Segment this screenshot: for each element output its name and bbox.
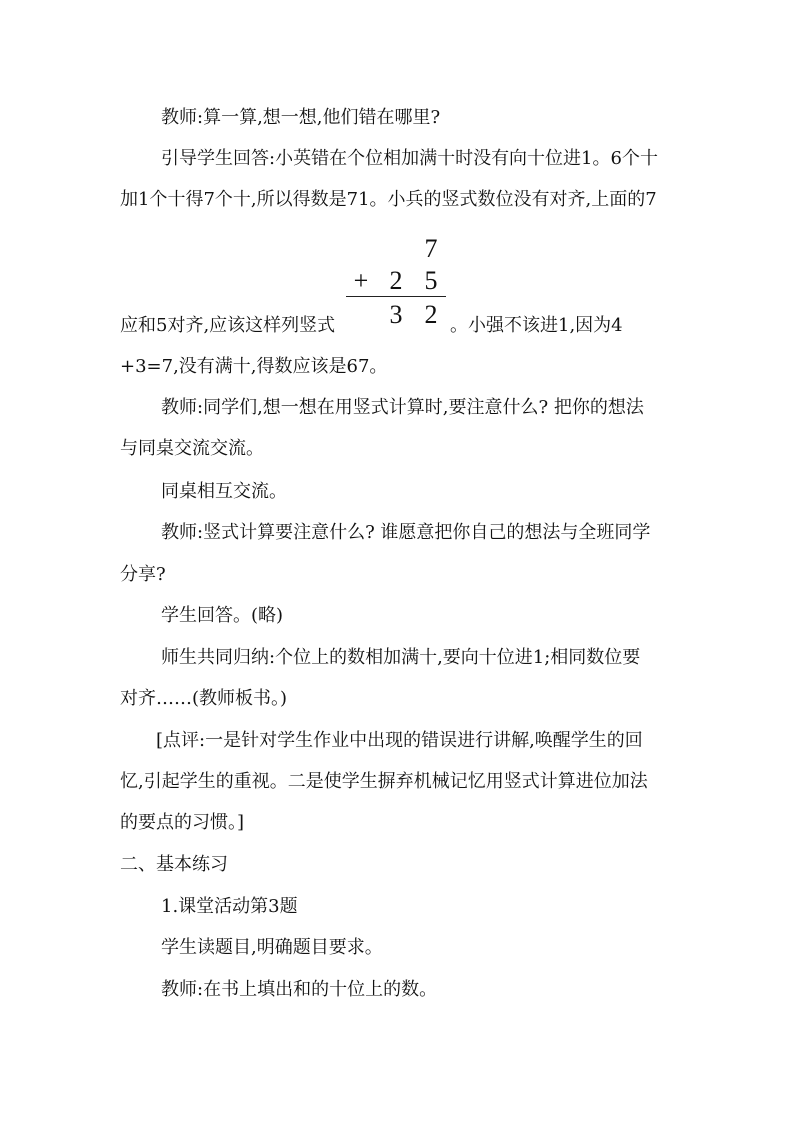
- paragraph-student-answer: 学生回答。(略): [161, 605, 284, 626]
- vc-row1-ones: 7: [424, 234, 438, 263]
- vc-plus-sign: +: [353, 266, 369, 295]
- paragraph-guided-answer-line3-start: 应和5对齐,应该这样列竖式: [120, 315, 336, 336]
- vc-result-ones: 2: [424, 300, 438, 329]
- paragraph-summary-line2: 对齐……(教师板书。): [120, 688, 288, 709]
- paragraph-comment-line1: [点评:一是针对学生作业中出现的错误进行讲解,唤醒学生的回: [156, 730, 643, 751]
- paragraph-teacher-fill-in: 教师:在书上填出和的十位上的数。: [161, 979, 438, 1000]
- paragraph-teacher-share-line1: 教师:竖式计算要注意什么? 谁愿意把你自己的想法与全班同学: [161, 522, 651, 543]
- paragraph-comment-line3: 的要点的习惯。]: [120, 812, 245, 833]
- paragraph-summary-line1: 师生共同归纳:个位上的数相加满十,要向十位进1;相同数位要: [161, 647, 641, 668]
- vc-sum-line: [346, 296, 446, 297]
- paragraph-activity-item: 1.课堂活动第3题: [161, 896, 298, 917]
- paragraph-read-question: 学生读题目,明确题目要求。: [161, 937, 383, 958]
- paragraph-teacher-prompt-line2: 与同桌交流交流。: [120, 438, 264, 459]
- paragraph-teacher-question: 教师:算一算,想一想,他们错在哪里?: [161, 107, 441, 128]
- paragraph-guided-answer-line4: +3=7,没有满十,得数应该是67。: [120, 356, 388, 377]
- paragraph-guided-answer-line1: 引导学生回答:小英错在个位相加满十时没有向十位进1。6个十: [161, 148, 658, 169]
- vc-row2-tens: 2: [389, 266, 403, 295]
- paragraph-teacher-prompt-line1: 教师:同学们,想一想在用竖式计算时,要注意什么? 把你的想法: [161, 397, 644, 418]
- paragraph-comment-line2: 忆,引起学生的重视。二是使学生摒弃机械记忆用竖式计算进位加法: [120, 771, 648, 792]
- vc-row2-ones: 5: [424, 266, 438, 295]
- section-heading-basic-practice: 二、基本练习: [120, 854, 228, 875]
- paragraph-guided-answer-line2: 加1个十得7个十,所以得数是71。小兵的竖式数位没有对齐,上面的7: [120, 189, 657, 210]
- paragraph-guided-answer-line3-end: 。小强不该进1,因为4: [450, 315, 623, 336]
- vc-result-tens: 3: [389, 300, 403, 329]
- paragraph-teacher-share-line2: 分享?: [120, 564, 166, 585]
- paragraph-desk-mate-exchange: 同桌相互交流。: [161, 481, 287, 502]
